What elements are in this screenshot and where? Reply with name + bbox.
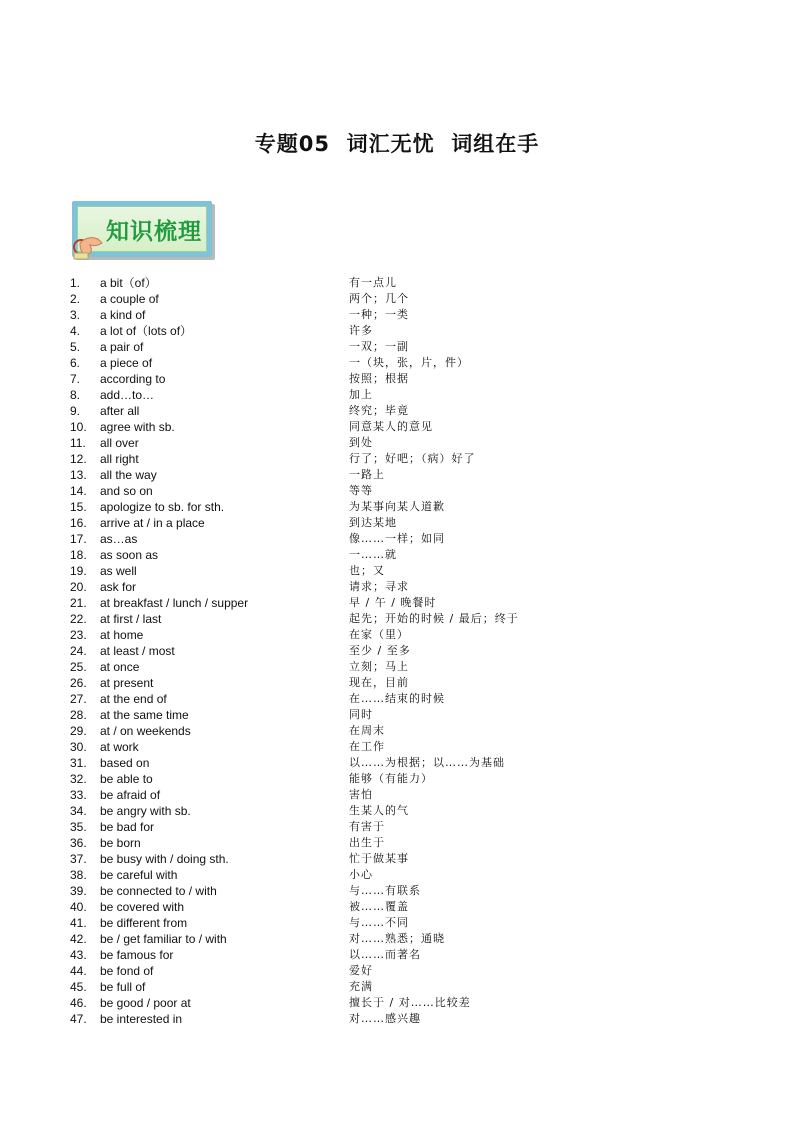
item-number: 4. [70,324,81,338]
chinese-meaning: 忙于做某事 [349,852,409,865]
chinese-meaning: 同时 [349,708,373,721]
item-number: 15. [70,500,87,514]
list-item [70,275,720,291]
chinese-meaning: 小心 [349,868,373,881]
english-phrase: at once [100,660,140,674]
chinese-meaning: 在周末 [349,724,385,737]
chinese-meaning: 一种；一类 [349,308,409,321]
list-item [70,659,720,675]
english-phrase: agree with sb. [100,420,175,434]
list-item [70,403,720,419]
list-item [70,787,720,803]
list-item [70,883,720,899]
english-phrase: be busy with / doing sth. [100,852,229,866]
english-phrase: be fond of [100,964,154,978]
english-phrase: be angry with sb. [100,804,191,818]
item-number: 13. [70,468,87,482]
list-item [70,995,720,1011]
list-item [70,963,720,979]
english-phrase: ask for [100,580,137,594]
list-item [70,563,720,579]
list-item [70,915,720,931]
list-item [70,771,720,787]
list-item [70,851,720,867]
list-item [70,499,720,515]
english-phrase: and so on [100,484,153,498]
list-item [70,675,720,691]
list-item [70,723,720,739]
list-item [70,371,720,387]
list-item [70,611,720,627]
english-phrase: arrive at / in a place [100,516,205,530]
item-number: 22. [70,612,87,626]
item-number: 25. [70,660,87,674]
list-item [70,931,720,947]
list-item [70,803,720,819]
chinese-meaning: 擅长于 / 对……比较差 [349,996,471,1009]
english-phrase: apologize to sb. for sth. [100,500,225,514]
item-number: 41. [70,916,87,930]
list-item [70,531,720,547]
english-phrase: after all [100,404,140,418]
chinese-meaning: 害怕 [349,788,373,801]
english-phrase: at the end of [100,692,167,706]
list-item [70,1011,720,1027]
english-phrase: as well [100,564,137,578]
item-number: 17. [70,532,87,546]
item-number: 27. [70,692,87,706]
list-item [70,899,720,915]
list-item [70,979,720,995]
english-phrase: be interested in [100,1012,183,1026]
list-item [70,819,720,835]
list-item [70,547,720,563]
item-number: 33. [70,788,87,802]
chinese-meaning: 以……为根据；以……为基础 [349,756,505,769]
item-number: 26. [70,676,87,690]
chinese-meaning: 同意某人的意见 [349,420,433,433]
chinese-meaning: 到处 [349,436,373,449]
chinese-meaning: 早 / 午 / 晚餐时 [349,596,437,609]
list-item [70,867,720,883]
english-phrase: be covered with [100,900,185,914]
item-number: 43. [70,948,87,962]
list-item [70,947,720,963]
english-phrase: be good / poor at [100,996,191,1010]
item-number: 5. [70,340,81,354]
chinese-meaning: 对……感兴趣 [349,1012,421,1025]
chinese-meaning: 在家（里） [349,628,409,641]
chinese-meaning: 出生于 [349,836,385,849]
chinese-meaning: 到达某地 [349,516,397,529]
chinese-meaning: 生某人的气 [349,804,409,817]
item-number: 35. [70,820,87,834]
chinese-meaning: 与……有联系 [349,884,421,897]
item-number: 19. [70,564,87,578]
chinese-meaning: 与……不同 [349,916,409,929]
english-phrase: at present [100,676,154,690]
item-number: 6. [70,356,81,370]
chinese-meaning: 立刻；马上 [349,660,409,673]
item-number: 11. [70,436,86,450]
section-badge [72,201,216,261]
item-number: 29. [70,724,87,738]
english-phrase: be born [100,836,141,850]
item-number: 7. [70,372,81,386]
item-number: 1. [70,276,81,290]
chinese-meaning: 一（块，张，片，件） [349,356,469,369]
list-item [70,451,720,467]
item-number: 2. [70,292,81,306]
item-number: 44. [70,964,87,978]
english-phrase: be able to [100,772,153,786]
list-item [70,627,720,643]
item-number: 10. [70,420,87,434]
chinese-meaning: 终究；毕竟 [349,404,409,417]
list-item [70,835,720,851]
english-phrase: at breakfast / lunch / supper [100,596,249,610]
chinese-meaning: 现在，目前 [349,676,409,689]
chinese-meaning: 以……而著名 [349,948,421,961]
english-phrase: be / get familiar to / with [100,932,227,946]
list-item [70,579,720,595]
list-item [70,515,720,531]
chinese-meaning: 许多 [349,324,373,337]
english-phrase: at the same time [100,708,189,722]
list-item [70,387,720,403]
list-item [70,691,720,707]
chinese-meaning: 爱好 [349,964,373,977]
english-phrase: according to [100,372,166,386]
chinese-meaning: 对……熟悉；通晓 [349,932,445,945]
english-phrase: a piece of [100,356,153,370]
item-number: 42. [70,932,87,946]
english-phrase: based on [100,756,150,770]
english-phrase: as soon as [100,548,159,562]
badge-label: 知识梳理 [106,219,202,245]
chinese-meaning: 在……结束的时候 [349,692,445,705]
list-item [70,435,720,451]
list-item [70,323,720,339]
item-number: 12. [70,452,87,466]
chinese-meaning: 被……覆盖 [349,900,409,913]
english-phrase: at least / most [100,644,175,658]
item-number: 18. [70,548,87,562]
item-number: 8. [70,388,81,402]
item-number: 38. [70,868,87,882]
english-phrase: a kind of [100,308,146,322]
phrase-list [70,275,720,1027]
item-number: 16. [70,516,87,530]
english-phrase: a couple of [100,292,159,306]
list-item [70,707,720,723]
item-number: 21. [70,596,87,610]
item-number: 32. [70,772,87,786]
item-number: 34. [70,804,87,818]
english-phrase: all over [100,436,139,450]
item-number: 23. [70,628,87,642]
hand-pointer-icon [72,231,106,261]
english-phrase: be afraid of [100,788,161,802]
list-item [70,307,720,323]
chinese-meaning: 按照；根据 [349,372,409,385]
english-phrase: be careful with [100,868,178,882]
chinese-meaning: 至少 / 至多 [349,644,411,657]
item-number: 3. [70,308,81,322]
english-phrase: be bad for [100,820,155,834]
english-phrase: a bit（of） [100,276,157,290]
item-number: 40. [70,900,87,914]
item-number: 24. [70,644,87,658]
chinese-meaning: 一路上 [349,468,385,481]
list-item [70,355,720,371]
chinese-meaning: 有一点儿 [349,276,397,289]
chinese-meaning: 能够（有能力） [349,772,433,785]
item-number: 20. [70,580,87,594]
list-item [70,291,720,307]
english-phrase: a pair of [100,340,144,354]
list-item [70,739,720,755]
item-number: 46. [70,996,87,1010]
item-number: 31. [70,756,87,770]
chinese-meaning: 请求；寻求 [349,580,409,593]
chinese-meaning: 一……就 [349,548,397,561]
chinese-meaning: 等等 [349,484,373,497]
chinese-meaning: 两个；几个 [349,292,409,305]
english-phrase: at work [100,740,139,754]
chinese-meaning: 为某事向某人道歉 [349,500,445,513]
list-item [70,483,720,499]
chinese-meaning: 行了；好吧；（病）好了 [349,452,476,465]
item-number: 9. [70,404,81,418]
chinese-meaning: 也；又 [349,564,385,577]
english-phrase: all right [100,452,139,466]
english-phrase: be full of [100,980,146,994]
item-number: 39. [70,884,87,898]
chinese-meaning: 起先；开始的时候 / 最后；终于 [349,612,519,625]
chinese-meaning: 有害于 [349,820,385,833]
item-number: 28. [70,708,87,722]
list-item [70,595,720,611]
chinese-meaning: 一双；一副 [349,340,409,353]
item-number: 37. [70,852,87,866]
chinese-meaning: 加上 [349,388,373,401]
page-title: 专题05 词汇无忧 词组在手 [254,132,540,156]
english-phrase: add…to… [100,388,155,402]
english-phrase: a lot of（lots of） [100,324,193,338]
english-phrase: be famous for [100,948,174,962]
english-phrase: at home [100,628,144,642]
english-phrase: at / on weekends [100,724,191,738]
english-phrase: as…as [100,532,138,546]
list-item [70,419,720,435]
english-phrase: all the way [100,468,157,482]
list-item [70,755,720,771]
item-number: 36. [70,836,87,850]
chinese-meaning: 像……一样；如同 [349,532,445,545]
english-phrase: be connected to / with [100,884,217,898]
list-item [70,339,720,355]
list-item [70,467,720,483]
item-number: 14. [70,484,87,498]
english-phrase: at first / last [100,612,162,626]
item-number: 45. [70,980,87,994]
list-item [70,643,720,659]
item-number: 47. [70,1012,87,1026]
item-number: 30. [70,740,87,754]
chinese-meaning: 在工作 [349,740,385,753]
english-phrase: be different from [100,916,188,930]
chinese-meaning: 充满 [349,980,373,993]
